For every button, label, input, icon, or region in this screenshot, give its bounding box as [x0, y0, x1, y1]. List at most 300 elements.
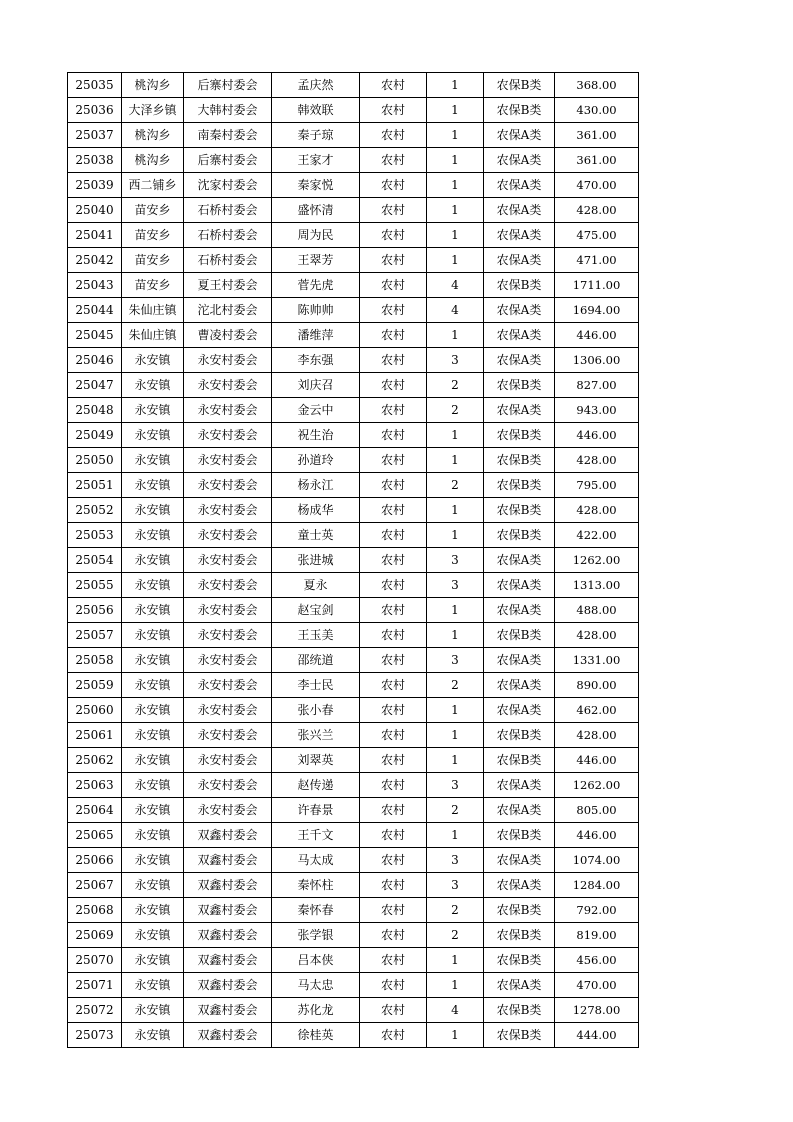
area-type-cell: 农村	[360, 923, 427, 948]
name-cell: 马太成	[272, 848, 360, 873]
category-cell: 农保A类	[484, 223, 555, 248]
area-type-cell: 农村	[360, 698, 427, 723]
village-cell: 后寨村委会	[184, 73, 272, 98]
township-cell: 苗安乡	[122, 223, 184, 248]
area-type-cell: 农村	[360, 848, 427, 873]
name-cell: 秦子琼	[272, 123, 360, 148]
name-cell: 张学银	[272, 923, 360, 948]
township-cell: 永安镇	[122, 698, 184, 723]
area-type-cell: 农村	[360, 723, 427, 748]
area-type-cell: 农村	[360, 573, 427, 598]
record-id-cell: 25060	[68, 698, 122, 723]
amount-cell: 943.00	[555, 398, 639, 423]
area-type-cell: 农村	[360, 548, 427, 573]
table-row	[68, 773, 639, 798]
amount-cell: 422.00	[555, 523, 639, 548]
household-size-cell: 1	[427, 523, 484, 548]
amount-cell: 471.00	[555, 248, 639, 273]
household-size-cell: 2	[427, 798, 484, 823]
name-cell: 徐桂英	[272, 1023, 360, 1048]
household-size-cell: 1	[427, 1023, 484, 1048]
household-size-cell: 1	[427, 748, 484, 773]
table-row	[68, 523, 639, 548]
name-cell: 王翠芳	[272, 248, 360, 273]
category-cell: 农保A类	[484, 973, 555, 998]
name-cell: 童士英	[272, 523, 360, 548]
table-row	[68, 473, 639, 498]
amount-cell: 1711.00	[555, 273, 639, 298]
village-cell: 石桥村委会	[184, 223, 272, 248]
record-id-cell: 25067	[68, 873, 122, 898]
category-cell: 农保A类	[484, 148, 555, 173]
township-cell: 桃沟乡	[122, 123, 184, 148]
area-type-cell: 农村	[360, 198, 427, 223]
name-cell: 孙道玲	[272, 448, 360, 473]
village-cell: 永安村委会	[184, 423, 272, 448]
table-row	[68, 173, 639, 198]
amount-cell: 488.00	[555, 598, 639, 623]
name-cell: 李士民	[272, 673, 360, 698]
village-cell: 永安村委会	[184, 398, 272, 423]
table-row	[68, 498, 639, 523]
area-type-cell: 农村	[360, 673, 427, 698]
village-cell: 永安村委会	[184, 798, 272, 823]
household-size-cell: 1	[427, 73, 484, 98]
village-cell: 沈家村委会	[184, 173, 272, 198]
township-cell: 永安镇	[122, 773, 184, 798]
category-cell: 农保B类	[484, 498, 555, 523]
table-row	[68, 198, 639, 223]
township-cell: 永安镇	[122, 848, 184, 873]
name-cell: 赵宝剑	[272, 598, 360, 623]
table-row	[68, 548, 639, 573]
township-cell: 桃沟乡	[122, 73, 184, 98]
amount-cell: 890.00	[555, 673, 639, 698]
area-type-cell: 农村	[360, 398, 427, 423]
village-cell: 南秦村委会	[184, 123, 272, 148]
area-type-cell: 农村	[360, 623, 427, 648]
table-row	[68, 898, 639, 923]
household-size-cell: 2	[427, 673, 484, 698]
record-id-cell: 25070	[68, 948, 122, 973]
amount-cell: 361.00	[555, 123, 639, 148]
name-cell: 秦怀柱	[272, 873, 360, 898]
village-cell: 双鑫村委会	[184, 823, 272, 848]
table-row	[68, 448, 639, 473]
township-cell: 永安镇	[122, 998, 184, 1023]
area-type-cell: 农村	[360, 823, 427, 848]
name-cell: 王玉美	[272, 623, 360, 648]
amount-cell: 795.00	[555, 473, 639, 498]
amount-cell: 1331.00	[555, 648, 639, 673]
amount-cell: 430.00	[555, 98, 639, 123]
village-cell: 永安村委会	[184, 648, 272, 673]
township-cell: 永安镇	[122, 473, 184, 498]
village-cell: 双鑫村委会	[184, 1023, 272, 1048]
area-type-cell: 农村	[360, 273, 427, 298]
township-cell: 永安镇	[122, 598, 184, 623]
household-size-cell: 3	[427, 873, 484, 898]
name-cell: 潘维萍	[272, 323, 360, 348]
record-id-cell: 25068	[68, 898, 122, 923]
table-row	[68, 273, 639, 298]
table-row	[68, 1023, 639, 1048]
amount-cell: 428.00	[555, 623, 639, 648]
amount-cell: 428.00	[555, 198, 639, 223]
category-cell: 农保B类	[484, 948, 555, 973]
name-cell: 刘庆召	[272, 373, 360, 398]
record-id-cell: 25059	[68, 673, 122, 698]
record-id-cell: 25055	[68, 573, 122, 598]
category-cell: 农保B类	[484, 923, 555, 948]
category-cell: 农保B类	[484, 723, 555, 748]
household-size-cell: 1	[427, 148, 484, 173]
area-type-cell: 农村	[360, 773, 427, 798]
amount-cell: 470.00	[555, 173, 639, 198]
township-cell: 永安镇	[122, 648, 184, 673]
village-cell: 夏王村委会	[184, 273, 272, 298]
table-row	[68, 323, 639, 348]
table-row	[68, 598, 639, 623]
household-size-cell: 2	[427, 398, 484, 423]
name-cell: 周为民	[272, 223, 360, 248]
record-id-cell: 25040	[68, 198, 122, 223]
record-id-cell: 25052	[68, 498, 122, 523]
household-size-cell: 2	[427, 373, 484, 398]
household-size-cell: 3	[427, 648, 484, 673]
township-cell: 永安镇	[122, 1023, 184, 1048]
village-cell: 双鑫村委会	[184, 873, 272, 898]
township-cell: 苗安乡	[122, 273, 184, 298]
name-cell: 夏永	[272, 573, 360, 598]
category-cell: 农保B类	[484, 523, 555, 548]
village-cell: 双鑫村委会	[184, 848, 272, 873]
category-cell: 农保A类	[484, 548, 555, 573]
township-cell: 苗安乡	[122, 248, 184, 273]
record-id-cell: 25043	[68, 273, 122, 298]
record-id-cell: 25050	[68, 448, 122, 473]
amount-cell: 446.00	[555, 823, 639, 848]
amount-cell: 456.00	[555, 948, 639, 973]
document-table-container	[67, 72, 639, 1048]
area-type-cell: 农村	[360, 73, 427, 98]
area-type-cell: 农村	[360, 948, 427, 973]
household-size-cell: 4	[427, 298, 484, 323]
table-row	[68, 823, 639, 848]
area-type-cell: 农村	[360, 98, 427, 123]
household-size-cell: 3	[427, 773, 484, 798]
table-row	[68, 848, 639, 873]
village-cell: 曹凌村委会	[184, 323, 272, 348]
name-cell: 菅先虎	[272, 273, 360, 298]
village-cell: 永安村委会	[184, 348, 272, 373]
record-id-cell: 25073	[68, 1023, 122, 1048]
category-cell: 农保B类	[484, 998, 555, 1023]
area-type-cell: 农村	[360, 498, 427, 523]
village-cell: 永安村委会	[184, 598, 272, 623]
area-type-cell: 农村	[360, 248, 427, 273]
category-cell: 农保A类	[484, 298, 555, 323]
category-cell: 农保A类	[484, 173, 555, 198]
record-id-cell: 25054	[68, 548, 122, 573]
amount-cell: 1306.00	[555, 348, 639, 373]
area-type-cell: 农村	[360, 873, 427, 898]
amount-cell: 1694.00	[555, 298, 639, 323]
name-cell: 张兴兰	[272, 723, 360, 748]
township-cell: 永安镇	[122, 398, 184, 423]
township-cell: 桃沟乡	[122, 148, 184, 173]
category-cell: 农保A类	[484, 398, 555, 423]
household-size-cell: 1	[427, 973, 484, 998]
name-cell: 张小春	[272, 698, 360, 723]
data-table	[67, 72, 639, 1048]
table-row	[68, 698, 639, 723]
record-id-cell: 25058	[68, 648, 122, 673]
table-row	[68, 573, 639, 598]
village-cell: 永安村委会	[184, 748, 272, 773]
amount-cell: 805.00	[555, 798, 639, 823]
household-size-cell: 1	[427, 448, 484, 473]
household-size-cell: 2	[427, 473, 484, 498]
table-row	[68, 648, 639, 673]
category-cell: 农保A类	[484, 348, 555, 373]
village-cell: 永安村委会	[184, 498, 272, 523]
amount-cell: 361.00	[555, 148, 639, 173]
category-cell: 农保B类	[484, 448, 555, 473]
record-id-cell: 25049	[68, 423, 122, 448]
amount-cell: 1313.00	[555, 573, 639, 598]
table-body	[68, 73, 639, 1048]
household-size-cell: 4	[427, 273, 484, 298]
record-id-cell: 25038	[68, 148, 122, 173]
category-cell: 农保A类	[484, 198, 555, 223]
township-cell: 永安镇	[122, 623, 184, 648]
name-cell: 张进城	[272, 548, 360, 573]
name-cell: 祝生治	[272, 423, 360, 448]
village-cell: 永安村委会	[184, 573, 272, 598]
record-id-cell: 25061	[68, 723, 122, 748]
name-cell: 秦怀春	[272, 898, 360, 923]
category-cell: 农保A类	[484, 123, 555, 148]
village-cell: 永安村委会	[184, 773, 272, 798]
amount-cell: 446.00	[555, 748, 639, 773]
township-cell: 永安镇	[122, 548, 184, 573]
amount-cell: 368.00	[555, 73, 639, 98]
area-type-cell: 农村	[360, 373, 427, 398]
village-cell: 石桥村委会	[184, 198, 272, 223]
township-cell: 大泽乡镇	[122, 98, 184, 123]
household-size-cell: 3	[427, 573, 484, 598]
record-id-cell: 25064	[68, 798, 122, 823]
category-cell: 农保B类	[484, 98, 555, 123]
category-cell: 农保A类	[484, 648, 555, 673]
township-cell: 永安镇	[122, 898, 184, 923]
category-cell: 农保A类	[484, 873, 555, 898]
village-cell: 永安村委会	[184, 473, 272, 498]
record-id-cell: 25053	[68, 523, 122, 548]
record-id-cell: 25072	[68, 998, 122, 1023]
category-cell: 农保A类	[484, 698, 555, 723]
household-size-cell: 1	[427, 948, 484, 973]
category-cell: 农保B类	[484, 423, 555, 448]
record-id-cell: 25045	[68, 323, 122, 348]
township-cell: 永安镇	[122, 873, 184, 898]
table-row	[68, 748, 639, 773]
area-type-cell: 农村	[360, 1023, 427, 1048]
amount-cell: 1284.00	[555, 873, 639, 898]
village-cell: 双鑫村委会	[184, 898, 272, 923]
township-cell: 永安镇	[122, 823, 184, 848]
category-cell: 农保B类	[484, 898, 555, 923]
category-cell: 农保B类	[484, 373, 555, 398]
township-cell: 永安镇	[122, 448, 184, 473]
category-cell: 农保A类	[484, 673, 555, 698]
household-size-cell: 1	[427, 223, 484, 248]
record-id-cell: 25069	[68, 923, 122, 948]
village-cell: 永安村委会	[184, 523, 272, 548]
household-size-cell: 3	[427, 548, 484, 573]
area-type-cell: 农村	[360, 423, 427, 448]
household-size-cell: 1	[427, 823, 484, 848]
table-row	[68, 423, 639, 448]
village-cell: 永安村委会	[184, 723, 272, 748]
household-size-cell: 4	[427, 998, 484, 1023]
amount-cell: 462.00	[555, 698, 639, 723]
amount-cell: 428.00	[555, 448, 639, 473]
township-cell: 永安镇	[122, 498, 184, 523]
area-type-cell: 农村	[360, 123, 427, 148]
record-id-cell: 25041	[68, 223, 122, 248]
township-cell: 永安镇	[122, 798, 184, 823]
table-row	[68, 148, 639, 173]
record-id-cell: 25048	[68, 398, 122, 423]
table-row	[68, 948, 639, 973]
table-row	[68, 673, 639, 698]
township-cell: 永安镇	[122, 348, 184, 373]
record-id-cell: 25044	[68, 298, 122, 323]
table-row	[68, 923, 639, 948]
amount-cell: 470.00	[555, 973, 639, 998]
area-type-cell: 农村	[360, 748, 427, 773]
name-cell: 孟庆然	[272, 73, 360, 98]
amount-cell: 1262.00	[555, 548, 639, 573]
name-cell: 杨永江	[272, 473, 360, 498]
township-cell: 永安镇	[122, 973, 184, 998]
name-cell: 苏化龙	[272, 998, 360, 1023]
category-cell: 农保B类	[484, 623, 555, 648]
table-row	[68, 873, 639, 898]
table-row	[68, 798, 639, 823]
category-cell: 农保A类	[484, 573, 555, 598]
category-cell: 农保B类	[484, 1023, 555, 1048]
record-id-cell: 25051	[68, 473, 122, 498]
household-size-cell: 1	[427, 498, 484, 523]
household-size-cell: 1	[427, 173, 484, 198]
name-cell: 赵传递	[272, 773, 360, 798]
village-cell: 大韩村委会	[184, 98, 272, 123]
table-row	[68, 623, 639, 648]
area-type-cell: 农村	[360, 598, 427, 623]
village-cell: 永安村委会	[184, 373, 272, 398]
name-cell: 吕本侠	[272, 948, 360, 973]
name-cell: 盛怀清	[272, 198, 360, 223]
amount-cell: 819.00	[555, 923, 639, 948]
name-cell: 陈帅帅	[272, 298, 360, 323]
area-type-cell: 农村	[360, 648, 427, 673]
village-cell: 沱北村委会	[184, 298, 272, 323]
household-size-cell: 1	[427, 323, 484, 348]
name-cell: 李东强	[272, 348, 360, 373]
record-id-cell: 25057	[68, 623, 122, 648]
record-id-cell: 25035	[68, 73, 122, 98]
category-cell: 农保B类	[484, 73, 555, 98]
record-id-cell: 25039	[68, 173, 122, 198]
amount-cell: 792.00	[555, 898, 639, 923]
township-cell: 永安镇	[122, 573, 184, 598]
record-id-cell: 25066	[68, 848, 122, 873]
area-type-cell: 农村	[360, 898, 427, 923]
area-type-cell: 农村	[360, 973, 427, 998]
township-cell: 永安镇	[122, 748, 184, 773]
name-cell: 秦家悦	[272, 173, 360, 198]
village-cell: 后寨村委会	[184, 148, 272, 173]
village-cell: 永安村委会	[184, 548, 272, 573]
name-cell: 韩效联	[272, 98, 360, 123]
table-row	[68, 73, 639, 98]
table-row	[68, 123, 639, 148]
area-type-cell: 农村	[360, 348, 427, 373]
amount-cell: 475.00	[555, 223, 639, 248]
amount-cell: 827.00	[555, 373, 639, 398]
category-cell: 农保A类	[484, 798, 555, 823]
name-cell: 许春景	[272, 798, 360, 823]
amount-cell: 1074.00	[555, 848, 639, 873]
township-cell: 朱仙庄镇	[122, 323, 184, 348]
village-cell: 永安村委会	[184, 698, 272, 723]
record-id-cell: 25036	[68, 98, 122, 123]
household-size-cell: 1	[427, 123, 484, 148]
name-cell: 金云中	[272, 398, 360, 423]
household-size-cell: 1	[427, 623, 484, 648]
area-type-cell: 农村	[360, 798, 427, 823]
category-cell: 农保A类	[484, 598, 555, 623]
township-cell: 永安镇	[122, 948, 184, 973]
table-row	[68, 373, 639, 398]
category-cell: 农保B类	[484, 748, 555, 773]
village-cell: 永安村委会	[184, 623, 272, 648]
record-id-cell: 25046	[68, 348, 122, 373]
name-cell: 王家才	[272, 148, 360, 173]
category-cell: 农保A类	[484, 773, 555, 798]
village-cell: 石桥村委会	[184, 248, 272, 273]
township-cell: 永安镇	[122, 523, 184, 548]
table-row	[68, 398, 639, 423]
record-id-cell: 25056	[68, 598, 122, 623]
record-id-cell: 25063	[68, 773, 122, 798]
village-cell: 双鑫村委会	[184, 948, 272, 973]
table-row	[68, 298, 639, 323]
category-cell: 农保A类	[484, 323, 555, 348]
township-cell: 西二铺乡	[122, 173, 184, 198]
table-row	[68, 348, 639, 373]
area-type-cell: 农村	[360, 523, 427, 548]
area-type-cell: 农村	[360, 323, 427, 348]
name-cell: 刘翠英	[272, 748, 360, 773]
category-cell: 农保A类	[484, 848, 555, 873]
village-cell: 永安村委会	[184, 448, 272, 473]
table-row	[68, 998, 639, 1023]
area-type-cell: 农村	[360, 448, 427, 473]
